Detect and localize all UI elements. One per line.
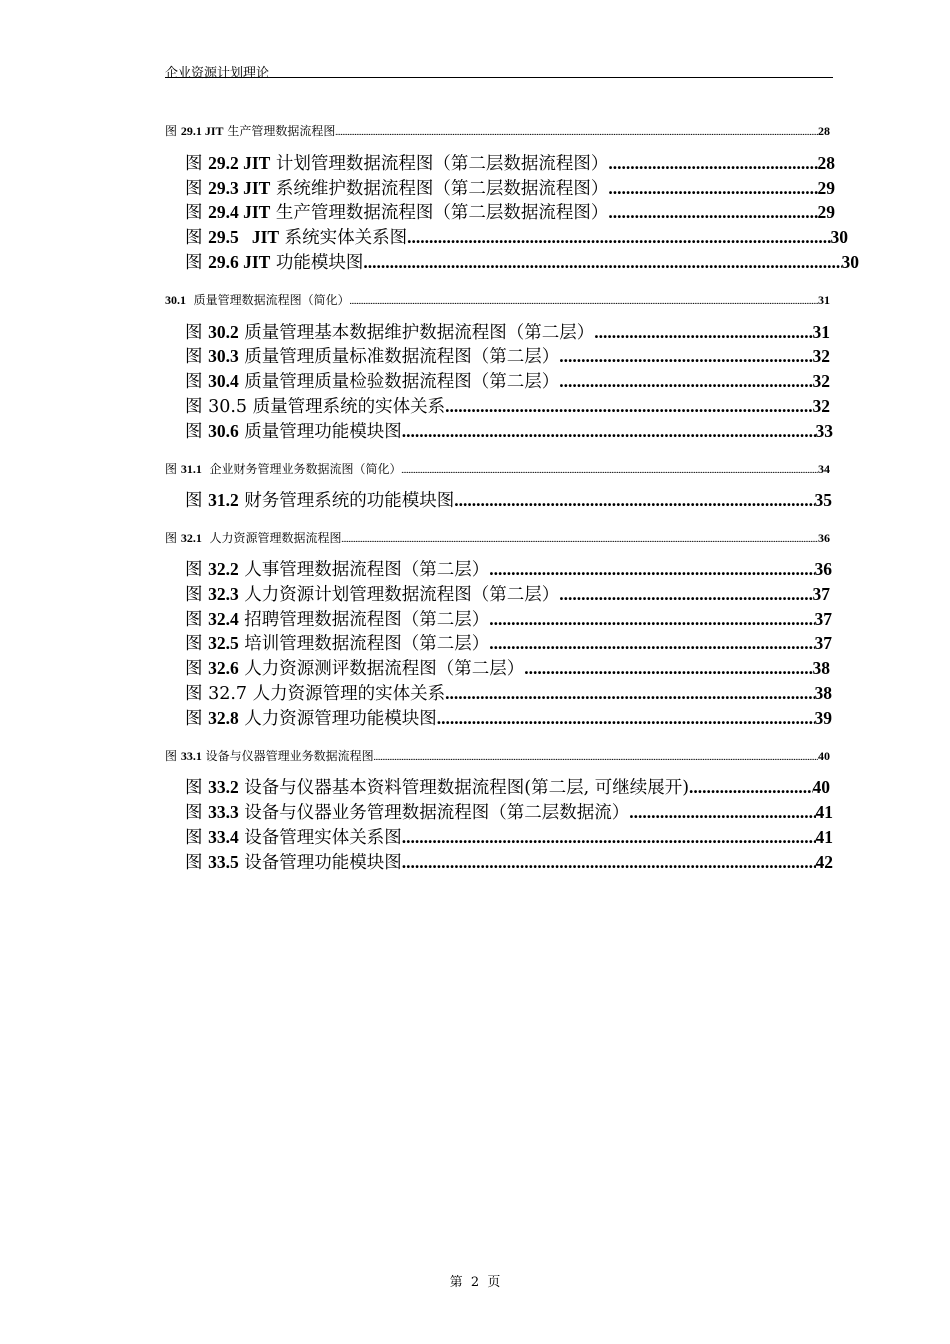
toc-entry[interactable]: 图 32.5 培训管理数据流程图（第二层） ..... 37 (185, 630, 832, 655)
toc-entry[interactable]: 图 29.3 JIT 系统维护数据流程图（第二层数据流程图） ..... 29 (185, 175, 835, 200)
toc-entry[interactable]: 图 30.4 质量管理质量检验数据流程图（第二层） ..... 32 (185, 368, 830, 393)
toc-entry[interactable]: 图 32.6 人力资源测评数据流程图（第二层） ..... 38 (185, 655, 830, 680)
toc-entry[interactable]: 图 32.1 人力资源管理数据流程图 ..... 36 (165, 529, 830, 546)
toc-entry[interactable]: 图 33.1 设备与仪器管理业务数据流程图 ..... 40 (165, 747, 830, 764)
toc-entry[interactable]: 图 31.1 企业财务管理业务数据流图（简化） ..... 34 (165, 460, 830, 477)
toc-entry[interactable]: 图 29.2 JIT 计划管理数据流程图（第二层数据流程图） ..... 28 (185, 150, 835, 175)
toc-entry[interactable]: 图 32.8 人力资源管理功能模块图 ..... 39 (185, 705, 832, 730)
toc-entry[interactable]: 图 33.2 设备与仪器基本资料管理数据流程图(第二层, 可继续展开) ..... 40 (185, 774, 830, 799)
toc-entry[interactable]: 图 32.4 招聘管理数据流程图（第二层） ..... 37 (185, 606, 832, 631)
toc-entry[interactable]: 图 30.2 质量管理基本数据维护数据流程图（第二层） ..... 31 (185, 319, 830, 344)
toc-entry[interactable]: 图 33.3 设备与仪器业务管理数据流程图（第二层数据流） ..... 41 (185, 799, 833, 824)
toc-entry[interactable]: 图 30.6 质量管理功能模块图 ..... 33 (185, 418, 833, 443)
toc-entry[interactable]: 图 30.5 质量管理系统的实体关系 ..... 32 (185, 393, 830, 418)
toc-entry[interactable]: 图 32.3 人力资源计划管理数据流程图（第二层） ..... 37 (185, 581, 830, 606)
toc-entry[interactable]: 30.1 质量管理数据流程图（简化） ..... 31 (165, 291, 830, 308)
page-number-footer: 第 2 页 (449, 1275, 501, 1290)
toc-entry[interactable]: 图 31.2 财务管理系统的功能模块图 ..... 35 (185, 487, 832, 512)
toc-entry[interactable]: 图 29.5 JIT 系统实体关系图 ..... 30 (185, 224, 848, 249)
toc-entry[interactable]: 图 29.6 JIT 功能模块图 ..... 30 (185, 249, 859, 274)
toc-entry[interactable]: 图 30.3 质量管理质量标准数据流程图（第二层） ..... 32 (185, 343, 830, 368)
toc-entry[interactable]: 图 33.5 设备管理功能模块图 ..... 42 (185, 849, 833, 874)
toc-entry[interactable]: 图 32.7 人力资源管理的实体关系 ..... 38 (185, 680, 832, 705)
toc-entry[interactable]: 图 32.2 人事管理数据流程图（第二层） ..... 36 (185, 556, 832, 581)
toc-entry[interactable]: 图 29.4 JIT 生产管理数据流程图（第二层数据流程图） ..... 29 (185, 199, 835, 224)
toc-entry[interactable]: 图 33.4 设备管理实体关系图 ..... 41 (185, 824, 833, 849)
toc-entry[interactable]: 图 29.1 JIT 生产管理数据流程图 ..... 28 (165, 122, 830, 139)
running-header: 企业资源计划理论 (165, 66, 270, 81)
